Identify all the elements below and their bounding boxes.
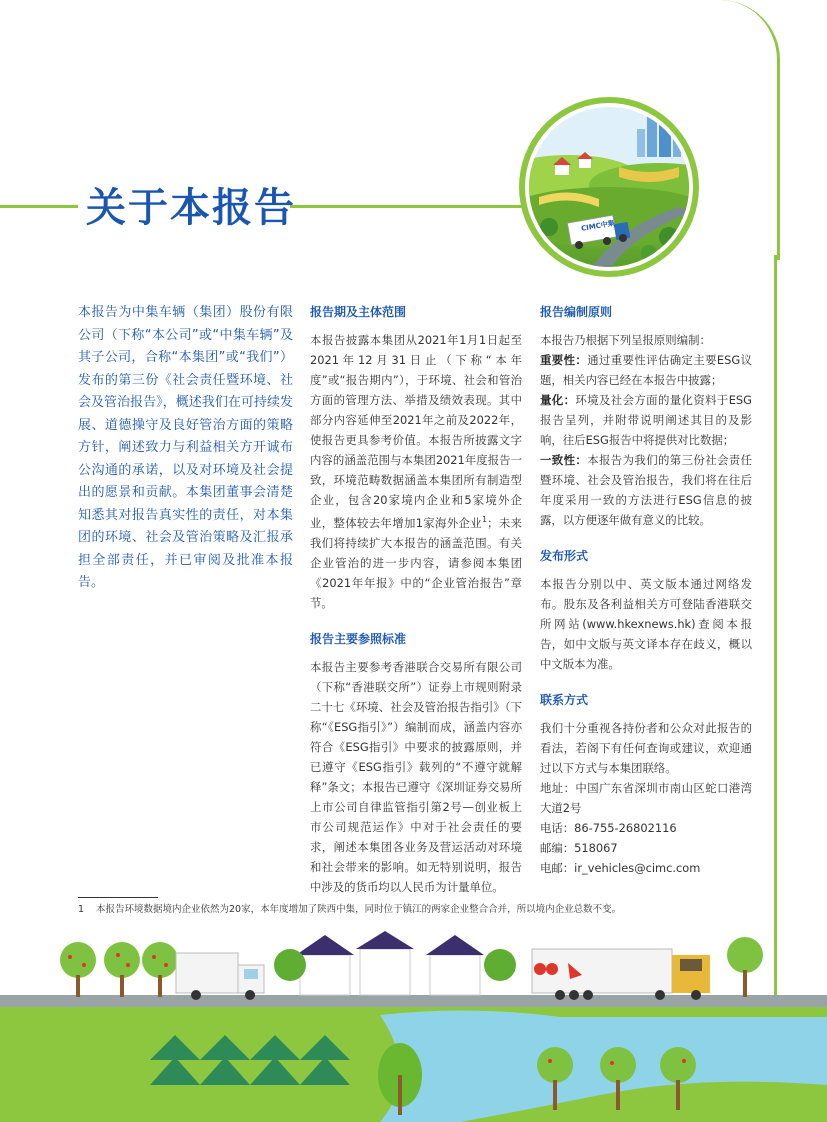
bottom-scenery [0, 925, 827, 1122]
publication-text: 本报告分别以中、英文版本通过网络发布。股东及各利益相关方可登陆香港联交所网站(www.hkexnews.hk)查阅本报告，如中文版与英文译本存在歧义，概以中文版本为准。 [540, 577, 752, 671]
standards-text: 本报告主要参考香港联合交易所有限公司（下称“香港联交所”）证券上市规则附录二十七《环境、社会及管治报告指引》（下称“《ESG指引》”）编制而成，涵盖内容亦符合《ESG指引》中要求的披露原则，并已遵守《ESG指引》载列的“不遵守就解释”条文；本报告已遵守《深圳证券交易所上市公司自律监管指引第2号—创业板上市公司规范运作》中对于社会责任的要求，阐述本集团各业务及营运活动对环境和社会带来的影响。如无特别说明，报告中涉及的货币均以人民币为计量单位。 [310, 659, 522, 894]
page-title: 关于本报告 [86, 185, 296, 231]
principle-item: 重要性：通过重要性评估确定主要ESG议题，相关内容已经在本报告中披露； [540, 353, 752, 387]
frame-line-left [0, 205, 78, 208]
principle-item: 量化：环境及社会方面的量化资料于ESG报告呈列，并附带说明阐述其目的及影响，往后ESG报告中将提供对比数据； [540, 393, 752, 447]
principle-item: 一致性：本报告为我们的第三份社会责任暨环境、社会及管治报告，我们将在往后年度采用一致的方法进行ESG信息的披露，以方便逐年做有意义的比较。 [540, 453, 752, 527]
intro-text: 本报告为中集车辆（集团）股份有限公司（下称“本公司”或“中集车辆”及其子公司，合称“本集团”或“我们”）发布的第三份《社会责任暨环境、社会及管治报告》，概述我们在可持续发展、道德操守及良好管治方面的策略方针，阐述致力与利益相关方开诚布公沟通的承诺，以及对环境及社会提出的愿景和贡献。本集团董事会清楚知悉其对报告真实性的责任，对本集团的环境、社会及管治策略及汇报承担全部责任，并已审阅及批准本报告。 [78, 305, 293, 590]
contact-phone: 电话：86-755-26802116 [540, 821, 677, 835]
contact-address: 地址：中国广东省深圳市南山区蛇口港湾大道2号 [540, 781, 752, 815]
contact-postcode: 邮编：518067 [540, 841, 618, 855]
truck-logo: CIMC中集 [580, 219, 616, 233]
intro-column [78, 302, 293, 595]
landscape-illustration [519, 97, 699, 277]
publication-heading: 发布形式 [540, 549, 589, 563]
scope-heading: 报告期及主体范围 [310, 305, 407, 319]
principles-column [540, 302, 752, 878]
principles-heading: 报告编制原则 [540, 305, 613, 319]
footnote-ref: 1 [482, 515, 488, 524]
scope-column [310, 302, 522, 897]
scope-text: 本报告披露本集团从2021年1月1日起至2021年12月31日止（下称“本年度”或“报告期内”），于环境、社会和管治方面的管理方法、举措及绩效表现。其中部分内容延伸至2021年之前及2022年，使报告更具参考价值。本报告所披露文字内容的涵盖范围与本集团2021年度报告一致，环境范畴数据涵盖本集团所有制造型企业，包含20家境内企业和5家境外企业，整体较去年增加1家海外企业$^1$；未来我们将持续扩大本报告的涵盖范围。有关企业管治的进一步内容，请参阅本集团《2021年年报》中的“企业管治报告”章节。 [310, 333, 522, 610]
principles-intro: 本报告乃根据下列呈报原则编制： [540, 333, 711, 347]
frame-line-right [290, 205, 525, 208]
contact-email[interactable]: 电邮：ir_vehicles@cimc.com [540, 861, 701, 875]
contact-heading: 联系方式 [540, 693, 589, 707]
contact-text: 我们十分重视各持份者和公众对此报告的看法，若阁下有任何查询或建议，欢迎通过以下方式与本集团联络。 [540, 721, 752, 775]
footnote: 1 本报告环境数据境内企业依然为20家，本年度增加了陕西中集，同时位于镇江的两家企业整合合并，所以境内企业总数不变。 [78, 904, 622, 915]
standards-heading: 报告主要参照标准 [310, 631, 407, 646]
footnote-divider [78, 897, 158, 898]
